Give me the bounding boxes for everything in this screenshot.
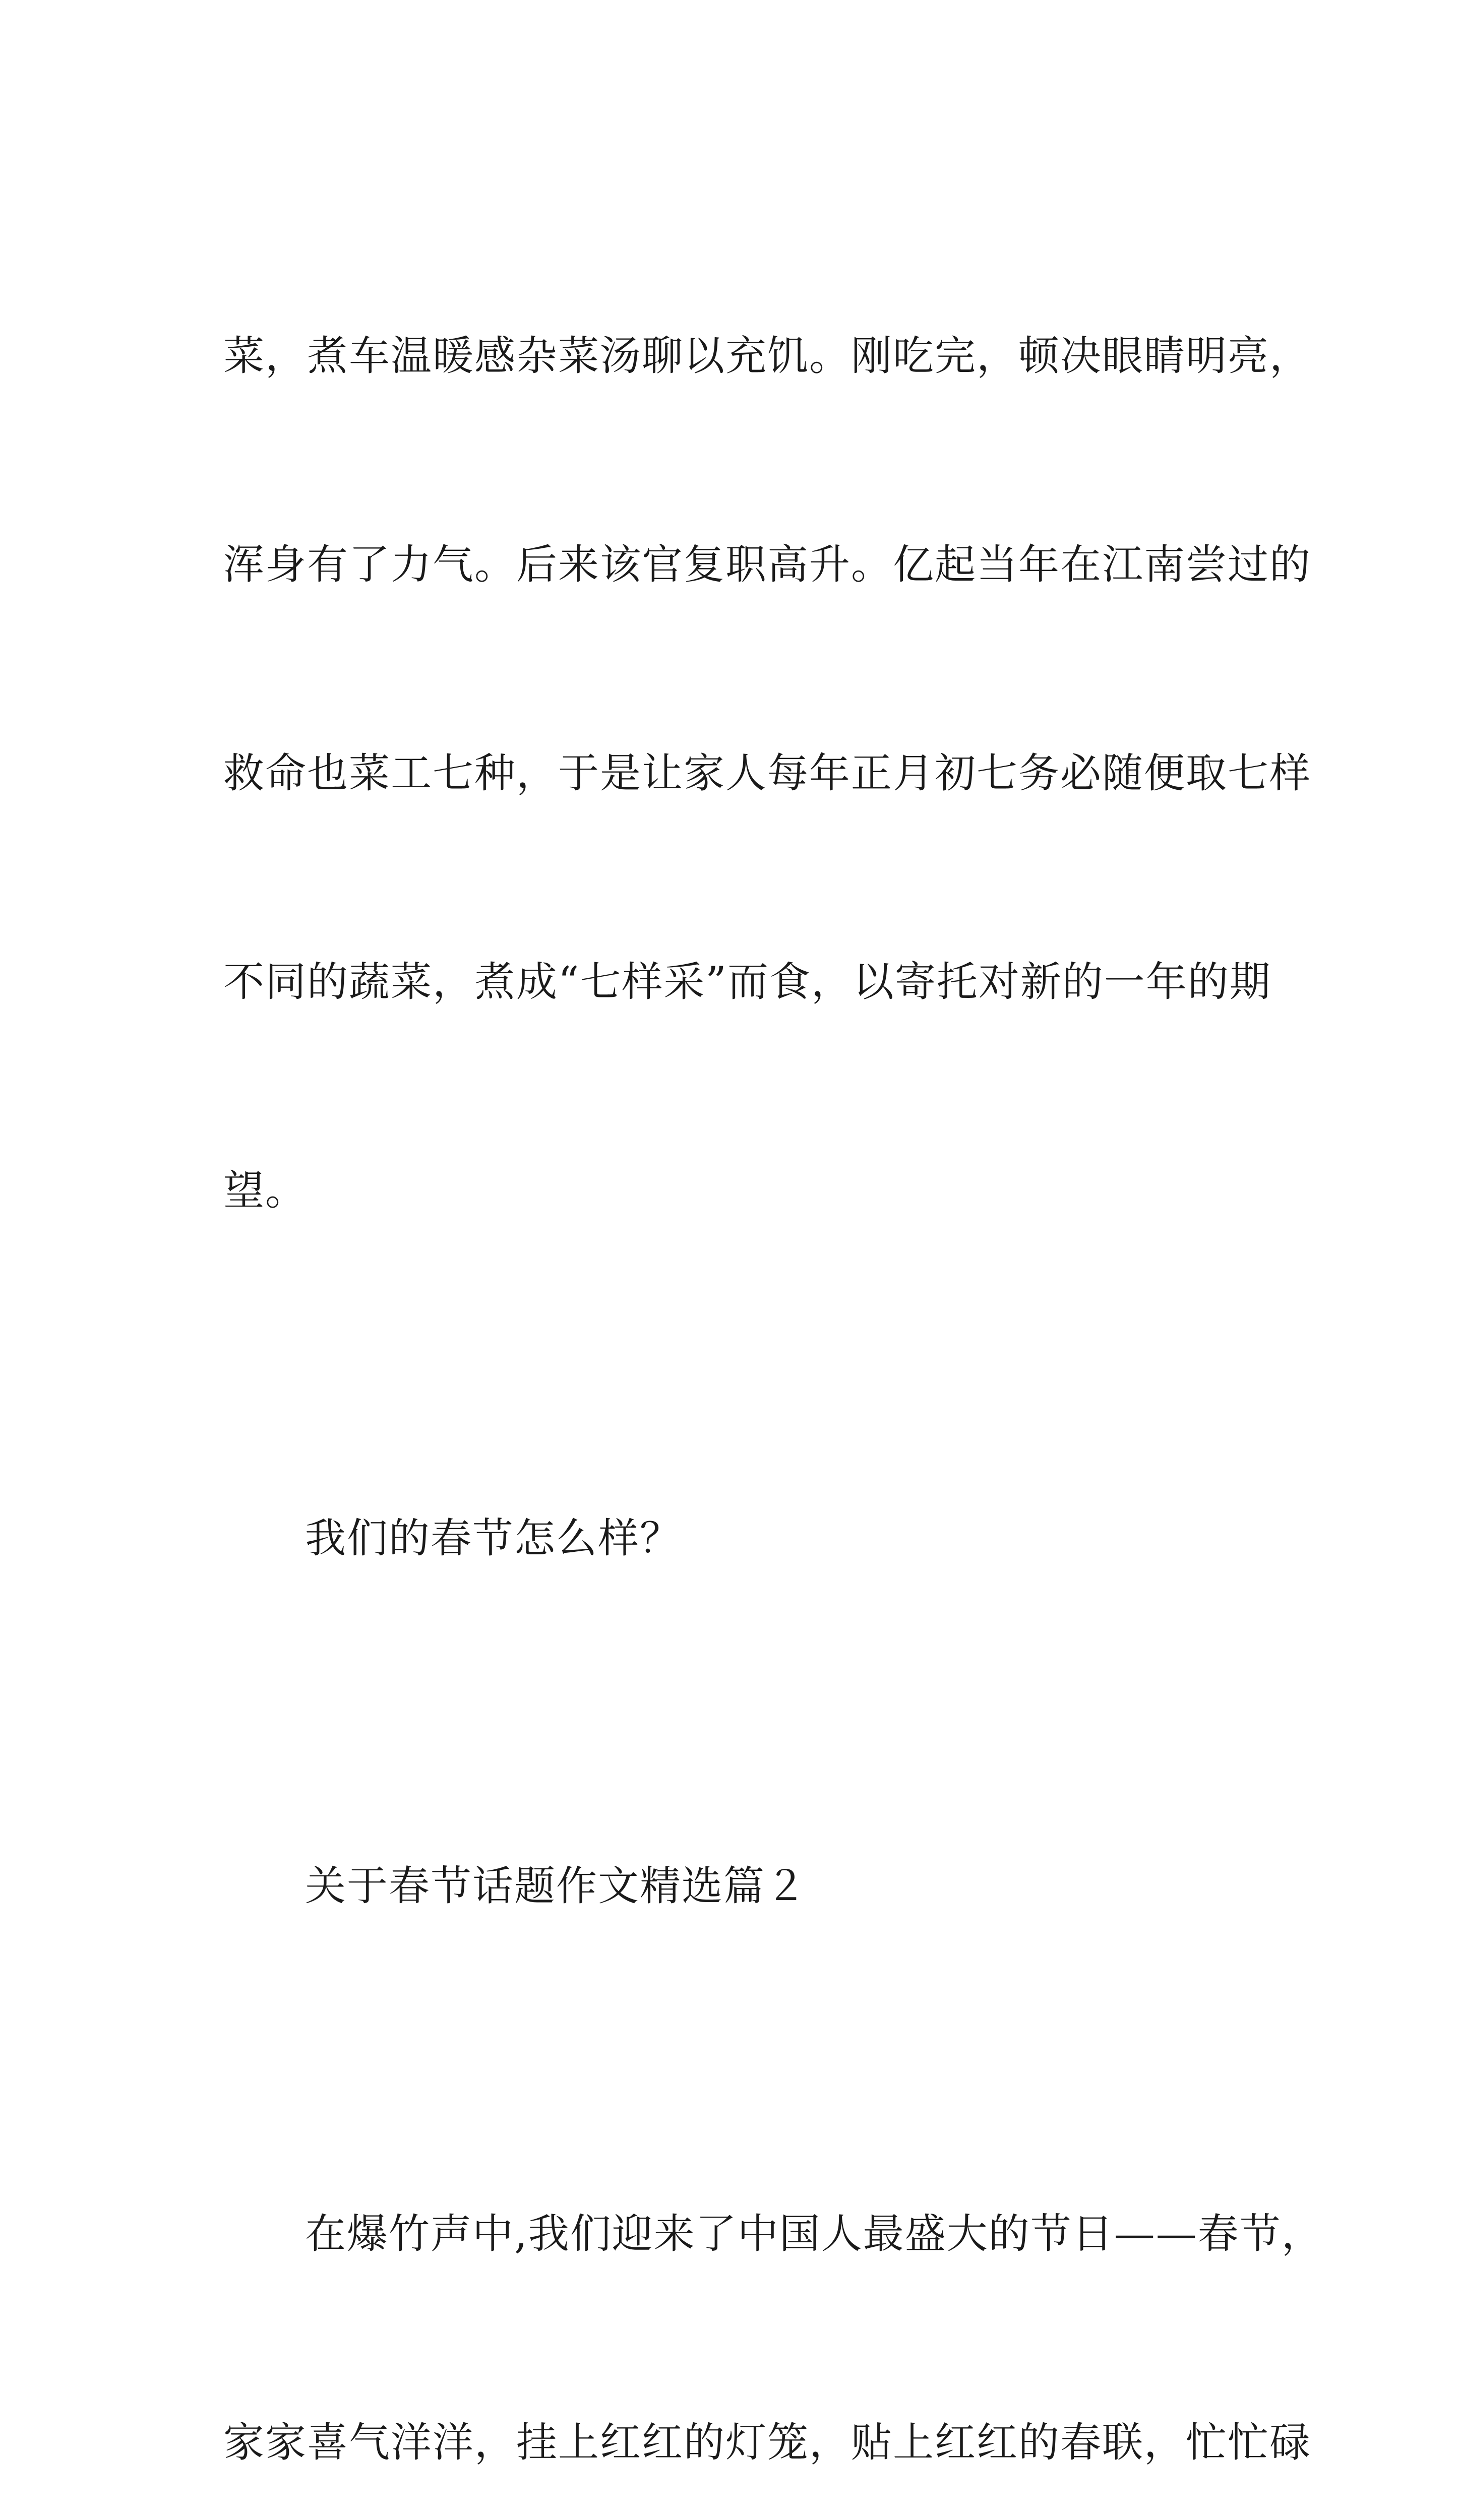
- text-line: 不同的蔬菜，煮成“七样采”而食，以寄托对新的一年的期: [223, 959, 1271, 1006]
- text-line: 救命也菜工七种，于是让家人每年正月初七务必随便取七样: [223, 750, 1312, 797]
- section-heading: [223, 1713, 1262, 2060]
- paragraph-4: [223, 2060, 1323, 2520]
- text-line: 望。: [223, 1167, 308, 1215]
- text-line: 我们的春节怎么样？: [305, 1515, 682, 1562]
- document-body: [223, 182, 1323, 2520]
- text-line: 浑身有了力气。后来该官复职高升。亿起当年在江南尝过的: [223, 541, 1312, 589]
- paragraph-2: [223, 1365, 1262, 1713]
- paragraph-1: [223, 182, 1312, 1365]
- text-line: 菜，煮车温暖感杂菜汤聊以充饥。刚吃完，顿决眼睛明亮，: [223, 333, 1312, 380]
- text-line: 关于春节话题作文精选篇２: [305, 1863, 808, 1910]
- text-line: 在爆竹声中,我们迎来了中国人最盛大的节日——春节，: [305, 2211, 1323, 2258]
- text-line: 家家喜气洋洋，挂上红红的灯笼，贴上红红的春联，忙忙碌: [223, 2419, 1312, 2467]
